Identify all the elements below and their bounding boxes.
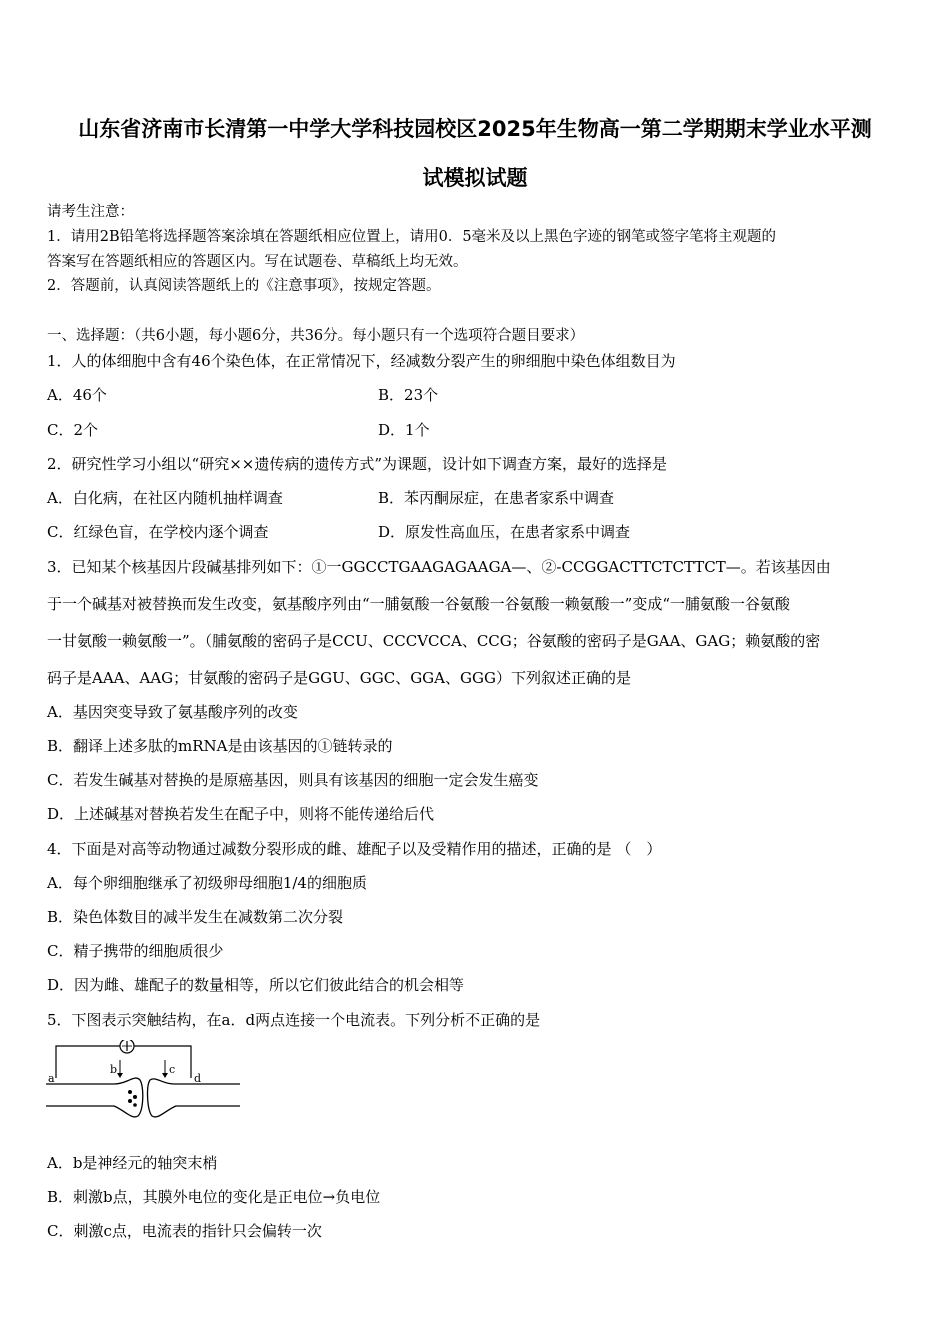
- q3-option-d: D．上述碱基对替换若发生在配子中，则将不能传递给后代: [47, 805, 435, 823]
- label-c: c: [169, 1063, 176, 1076]
- vesicle: [133, 1095, 137, 1099]
- q2-option-a: A．白化病，在社区内随机抽样调查: [47, 489, 283, 507]
- q3-stem-line3: 一甘氨酸一赖氨酸一”。（脯氨酸的密码子是CCU、CCCVCCA、CCG；谷氨酸的密码子是GAA、GAG；赖氨酸的密: [47, 632, 821, 650]
- synapse-diagram: [44, 1040, 242, 1122]
- vesicle: [133, 1103, 137, 1107]
- q3-option-c: C．若发生碱基对替换的是原癌基因，则具有该基因的细胞一定会发生癌变: [47, 771, 539, 789]
- q1-stem: 1．人的体细胞中含有46个染色体，在正常情况下，经减数分裂产生的卵细胞中染色体组数目为: [47, 352, 676, 370]
- presynaptic-terminal: [46, 1078, 143, 1117]
- q3-option-a: A．基因突变导致了氨基酸序列的改变: [47, 703, 298, 721]
- q4-option-d: D．因为雌、雄配子的数量相等，所以它们彼此结合的机会相等: [47, 976, 465, 994]
- q4-stem: 4．下面是对高等动物通过减数分裂形成的雌、雄配子以及受精作用的描述，正确的是 （ ）: [47, 840, 662, 858]
- exam-title-line2: 试模拟试题: [422, 166, 528, 190]
- q2-stem: 2．研究性学习小组以“研究××遗传病的遗传方式”为课题，设计如下调查方案，最好的选择是: [47, 455, 668, 473]
- q3-stem-line4: 码子是AAA、AAG；甘氨酸的密码子是GGU、GGC、GGA、GGG）下列叙述正确的是: [47, 669, 631, 687]
- label-b: b: [110, 1063, 118, 1076]
- section-heading: 一、选择题：（共6小题，每小题6分，共36分。每小题只有一个选项符合题目要求）: [47, 328, 585, 344]
- q5-stem: 5．下图表示突触结构，在a．d两点连接一个电流表。下列分析不正确的是: [47, 1011, 541, 1029]
- label-a: a: [48, 1072, 55, 1085]
- q2-option-c: C．红绿色盲，在学校内逐个调查: [47, 523, 269, 541]
- q1-option-a: A．46个: [47, 386, 107, 404]
- q3-option-b: B．翻译上述多肽的mRNA是由该基因的①链转录的: [47, 737, 393, 755]
- q3-stem-line1: 3．已知某个核基因片段碱基排列如下：①一GGCCTGAAGAGAAGA—、②-CCGGACTTCTCTTCT—。若该基因由: [47, 558, 831, 576]
- q1-option-c: C．2个: [47, 421, 99, 439]
- notice-item-2: 2．答题前，认真阅读答题纸上的《注意事项》，按规定答题。: [47, 278, 441, 294]
- q2-option-d: D．原发性高血压，在患者家系中调查: [378, 523, 631, 541]
- q5-option-b: B．刺激b点，其膜外电位的变化是正电位→负电位: [47, 1188, 381, 1206]
- notice-heading: 请考生注意：: [47, 204, 134, 220]
- q1-option-b: B．23个: [378, 386, 439, 404]
- q4-option-a: A．每个卵细胞继承了初级卵母细胞1/4的细胞质: [47, 874, 367, 892]
- notice-item-1b: 答案写在答题纸相应的答题区内。写在试题卷、草稿纸上均无效。: [47, 254, 468, 270]
- notice-item-1a: 1．请用2B铅笔将选择题答案涂填在答题纸相应位置上，请用0．5毫米及以上黑色字迹的钢笔或签字笔将主观题的: [47, 229, 777, 245]
- q5-option-c: C．刺激c点，电流表的指针只会偏转一次: [47, 1222, 322, 1240]
- vesicle: [128, 1099, 132, 1103]
- q1-option-d: D．1个: [378, 421, 430, 439]
- exam-title-line1: 山东省济南市长清第一中学大学科技园校区2025年生物高一第二学期期末学业水平测: [78, 117, 872, 141]
- q4-option-b: B．染色体数目的减半发生在减数第二次分裂: [47, 908, 344, 926]
- q3-stem-line2: 于一个碱基对被替换而发生改变，氨基酸序列由“一脯氨酸一谷氨酸一谷氨酸一赖氨酸一”变成“一脯氨酸一谷氨酸: [47, 595, 791, 613]
- q4-option-c: C．精子携带的细胞质很少: [47, 942, 224, 960]
- vesicle: [128, 1090, 132, 1094]
- q5-option-a: A．b是神经元的轴突末梢: [47, 1154, 218, 1172]
- q2-option-b: B．苯丙酮尿症，在患者家系中调查: [378, 489, 615, 507]
- label-d: d: [194, 1072, 202, 1085]
